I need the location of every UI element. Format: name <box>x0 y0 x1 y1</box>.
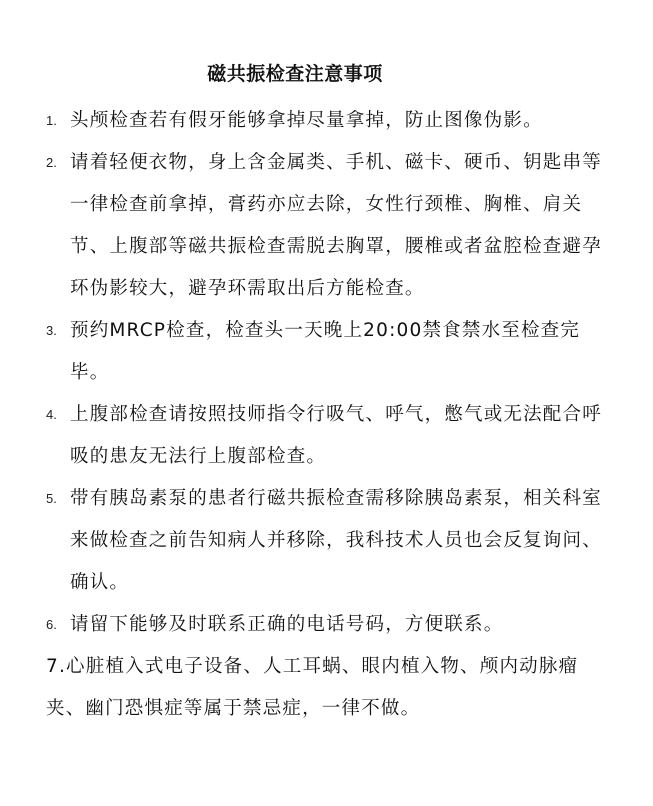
item-number: 1. <box>46 113 57 128</box>
page-title: 磁共振检查注意事项 <box>207 63 383 85</box>
item-text: 上腹部检查请按照技师指令行吸气、呼气，憋气或无法配合呼吸的患友无法行上腹部检查。 <box>70 404 602 467</box>
item-text: 头颅检查若有假牙能够拿掉尽量拿掉，防止图像伪影。 <box>70 110 543 131</box>
list-item-7: 7.心脏植入式电子设备、人工耳蜗、眼内植入物、颅内动脉瘤夹、幽门恐惧症等属于禁忌症，一律不做。 <box>46 656 579 719</box>
item-text: 带有胰岛素泵的患者行磁共振检查需移除胰岛素泵，相关科室来做检查之前告知病人并移除，我科技术人员也会反复询问、确认。 <box>70 488 602 593</box>
item-number: 3. <box>46 323 57 338</box>
item-number: 5. <box>46 491 57 506</box>
item-number: 2. <box>46 155 57 170</box>
item-text: 预约MRCP检查，检查头一天晚上20:00禁食禁水至检查完毕。 <box>70 320 581 383</box>
item-number: 4. <box>46 407 57 422</box>
item-text: 请着轻便衣物，身上含金属类、手机、磁卡、硬币、钥匙串等一律检查前拿掉，膏药亦应去除，女性行颈椎、胸椎、肩关节、上腹部等磁共振检查需脱去胸罩，腰椎或者盆腔检查避孕环伪影较大，避孕环需取出后方能检查。 <box>70 152 602 299</box>
item-number: 6. <box>46 617 57 632</box>
item-text: 请留下能够及时联系正确的电话号码，方便联系。 <box>70 614 504 635</box>
